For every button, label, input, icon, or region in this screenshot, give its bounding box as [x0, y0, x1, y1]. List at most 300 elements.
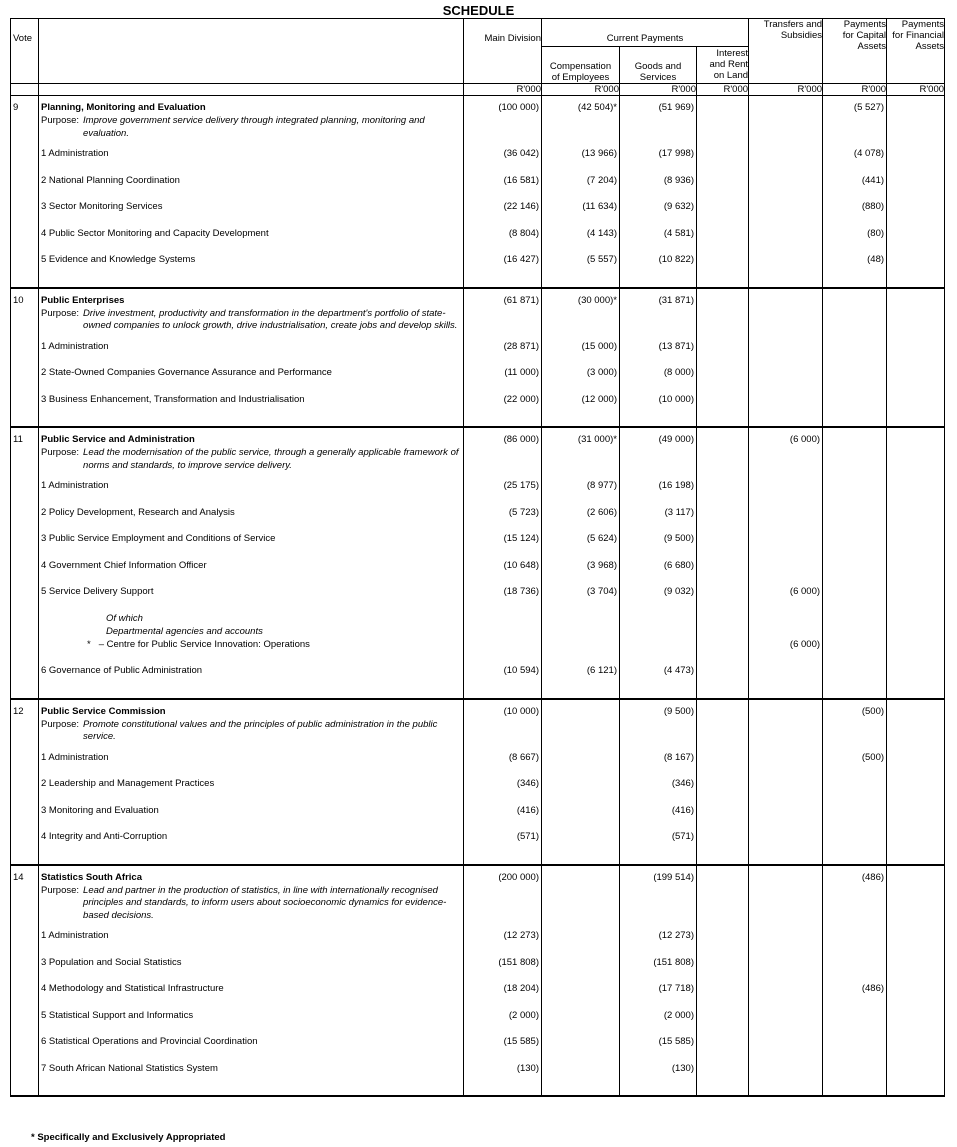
spacer-cell [823, 1089, 887, 1096]
amount-financial [887, 228, 945, 255]
header-transfers [749, 19, 823, 84]
spacer-cell [887, 865, 945, 872]
header-financial-line1: Payments [901, 19, 945, 30]
programme-name: 4 Public Sector Monitoring and Capacity Development [39, 228, 464, 255]
programme-name: 5 Service Delivery Support [39, 586, 464, 613]
amount-capital: (486) [823, 872, 887, 931]
spacer-cell [823, 420, 887, 427]
amount-main: (130) [464, 1063, 542, 1090]
amount-capital [823, 560, 887, 587]
amount-goods: (8 936) [620, 175, 697, 202]
unit-goods: R'000 [620, 84, 697, 96]
amount-interest [697, 1036, 749, 1063]
spacer-cell [697, 699, 749, 706]
header-description [39, 19, 464, 84]
vote-cell [11, 533, 39, 560]
vote-cell [11, 1036, 39, 1063]
amount-comp [542, 1010, 620, 1037]
amount-capital [823, 1036, 887, 1063]
amount-capital [823, 831, 887, 858]
amount-interest [697, 831, 749, 858]
amount-main: (200 000) [464, 872, 542, 931]
vote-cell [11, 626, 39, 639]
header-financial-line3: Assets [915, 41, 945, 52]
spacer-row [11, 420, 945, 427]
amount-comp [542, 983, 620, 1010]
spacer-cell [823, 699, 887, 706]
amount-goods: (8 167) [620, 752, 697, 779]
spacer-cell [542, 865, 620, 872]
spacer-row [11, 427, 945, 434]
spacer-cell [749, 427, 823, 434]
amount-transfers: (6 000) [749, 434, 823, 480]
amount-capital [823, 480, 887, 507]
amount-comp [542, 805, 620, 832]
amount-goods: (571) [620, 831, 697, 858]
unit-interest: R'000 [697, 84, 749, 96]
spacer-cell [697, 420, 749, 427]
amount-capital [823, 613, 887, 626]
vote-purpose [39, 719, 463, 744]
amount-goods: (10 822) [620, 254, 697, 281]
amount-comp [542, 930, 620, 957]
amount-financial [887, 1010, 945, 1037]
amount-main: (12 273) [464, 930, 542, 957]
spacer-cell [887, 427, 945, 434]
amount-financial [887, 752, 945, 779]
vote-number: 12 [11, 706, 39, 752]
amount-interest [697, 148, 749, 175]
vote-cell [11, 254, 39, 281]
programme-name: 1 Administration [39, 930, 464, 957]
spacer-cell [11, 1089, 39, 1096]
spacer-cell [697, 865, 749, 872]
table-row [11, 626, 945, 639]
amount-capital [823, 507, 887, 534]
amount-financial [887, 394, 945, 421]
amount-main: (11 000) [464, 367, 542, 394]
header-goods-line2: Services [639, 72, 677, 83]
amount-main: (16 427) [464, 254, 542, 281]
spacer-cell [823, 288, 887, 295]
table-row [11, 1036, 945, 1063]
amount-comp: (30 000)* [542, 295, 620, 341]
amount-transfers [749, 805, 823, 832]
programme-name: 2 National Planning Coordination [39, 175, 464, 202]
amount-transfers [749, 341, 823, 368]
programme-name: 1 Administration [39, 480, 464, 507]
vote-name: Planning, Monitoring and Evaluation [41, 102, 206, 113]
amount-goods: (199 514) [620, 872, 697, 931]
amount-interest [697, 394, 749, 421]
header-interest-line1: Interest [716, 48, 749, 59]
header-financial [887, 19, 945, 84]
spacer-cell [620, 699, 697, 706]
header-interest [697, 47, 749, 84]
spacer-cell [542, 858, 620, 865]
amount-capital: (500) [823, 706, 887, 752]
table-row [11, 201, 945, 228]
amount-interest [697, 295, 749, 341]
spacer-cell [39, 699, 464, 706]
vote-cell [11, 148, 39, 175]
spacer-cell [887, 692, 945, 699]
table-row [11, 586, 945, 613]
spacer-cell [749, 1089, 823, 1096]
programme-name: 7 South African National Statistics System [39, 1063, 464, 1090]
spacer-cell [39, 420, 464, 427]
purpose-text: Lead and partner in the production of statistics, in line with internationally recognised principles and standards, to inform users about socioeconomic dynamics for evidence-based decisions. [83, 884, 447, 921]
spacer-cell [620, 858, 697, 865]
table-row [11, 1063, 945, 1090]
vote-name: Public Enterprises [41, 294, 125, 306]
amount-capital [823, 778, 887, 805]
header-transfers-line1: Transfers and [763, 19, 823, 30]
vote-number: 11 [11, 434, 39, 480]
spacer-cell [823, 281, 887, 288]
amount-comp: (42 504)* [542, 102, 620, 148]
spacer-cell [887, 420, 945, 427]
amount-capital: (880) [823, 201, 887, 228]
spacer-cell [620, 865, 697, 872]
amount-financial [887, 778, 945, 805]
spacer-cell [464, 865, 542, 872]
header-compensation-line2: of Employees [551, 72, 610, 83]
amount-financial [887, 367, 945, 394]
amount-main: (15 585) [464, 1036, 542, 1063]
amount-main: (346) [464, 778, 542, 805]
amount-financial [887, 805, 945, 832]
vote-cell [11, 394, 39, 421]
vote-cell [11, 507, 39, 534]
amount-capital: (486) [823, 983, 887, 1010]
amount-financial [887, 665, 945, 692]
amount-financial [887, 148, 945, 175]
programme-name: 2 Leadership and Management Practices [39, 778, 464, 805]
vote-description [39, 102, 464, 148]
table-row [11, 930, 945, 957]
amount-comp: (3 704) [542, 586, 620, 613]
table-row [11, 394, 945, 421]
spacer-cell [464, 288, 542, 295]
table-row [11, 367, 945, 394]
vote-cell [11, 560, 39, 587]
spacer-cell [464, 427, 542, 434]
amount-goods: (10 000) [620, 394, 697, 421]
spacer-cell [464, 281, 542, 288]
amount-financial [887, 957, 945, 984]
spacer-cell [542, 288, 620, 295]
unit-vote [11, 84, 39, 96]
table-row [11, 665, 945, 692]
amount-capital [823, 626, 887, 639]
amount-goods: (2 000) [620, 1010, 697, 1037]
programme-name: 2 State-Owned Companies Governance Assurance and Performance [39, 367, 464, 394]
purpose-text: Promote constitutional values and the principles of public administration in the public service. [83, 718, 438, 742]
entity-marker: * [87, 638, 91, 650]
amount-main: (151 808) [464, 957, 542, 984]
vote-row [11, 434, 945, 480]
amount-goods: (9 500) [620, 706, 697, 752]
amount-interest [697, 480, 749, 507]
spacer-cell [464, 858, 542, 865]
amount-goods: (4 473) [620, 665, 697, 692]
spacer-cell [464, 692, 542, 699]
spacer-cell [11, 858, 39, 865]
amount-comp [542, 778, 620, 805]
spacer-cell [11, 420, 39, 427]
vote-cell [11, 639, 39, 666]
table-row [11, 228, 945, 255]
amount-goods: (6 680) [620, 560, 697, 587]
header-transfers-line2: Subsidies [780, 30, 823, 41]
amount-interest [697, 586, 749, 613]
amount-capital: (441) [823, 175, 887, 202]
amount-comp [542, 706, 620, 752]
amount-financial [887, 983, 945, 1010]
table-row [11, 148, 945, 175]
vote-cell [11, 201, 39, 228]
spacer-cell [542, 699, 620, 706]
vote-row [11, 295, 945, 341]
amount-main: (10 594) [464, 665, 542, 692]
programme-name: 2 Policy Development, Research and Analysis [39, 507, 464, 534]
spacer-cell [887, 281, 945, 288]
programme-name: 1 Administration [39, 752, 464, 779]
amount-interest [697, 752, 749, 779]
programme-name: 3 Business Enhancement, Transformation and Industrialisation [39, 394, 464, 421]
amount-interest [697, 872, 749, 931]
spacer-cell [39, 692, 464, 699]
spacer-row [11, 865, 945, 872]
vote-description [39, 706, 464, 752]
amount-interest [697, 665, 749, 692]
amount-interest [697, 957, 749, 984]
amount-capital [823, 295, 887, 341]
amount-interest [697, 434, 749, 480]
vote-cell [11, 983, 39, 1010]
amount-transfers [749, 957, 823, 984]
amount-comp: (5 557) [542, 254, 620, 281]
vote-row [11, 706, 945, 752]
amount-transfers [749, 613, 823, 626]
spacer-row [11, 858, 945, 865]
amount-interest [697, 706, 749, 752]
amount-financial [887, 201, 945, 228]
amount-transfers [749, 228, 823, 255]
vote-description [39, 434, 464, 480]
amount-transfers [749, 626, 823, 639]
header-compensation-line1: Compensation [549, 61, 612, 72]
amount-main: (86 000) [464, 434, 542, 480]
spacer-cell [887, 858, 945, 865]
spacer-cell [464, 420, 542, 427]
amount-comp: (8 977) [542, 480, 620, 507]
vote-description [39, 295, 464, 341]
amount-comp: (31 000)* [542, 434, 620, 480]
spacer-cell [620, 420, 697, 427]
spacer-row [11, 692, 945, 699]
unit-transfers: R'000 [749, 84, 823, 96]
header-interest-line3: on Land [713, 70, 749, 81]
amount-financial [887, 872, 945, 931]
amount-interest [697, 341, 749, 368]
spacer-cell [620, 288, 697, 295]
amount-comp: (3 000) [542, 367, 620, 394]
amount-transfers [749, 831, 823, 858]
vote-purpose [39, 447, 463, 472]
amount-comp [542, 831, 620, 858]
amount-capital: (500) [823, 752, 887, 779]
table-row [11, 831, 945, 858]
spacer-cell [823, 858, 887, 865]
amount-main [464, 626, 542, 639]
table-row [11, 752, 945, 779]
amount-comp: (12 000) [542, 394, 620, 421]
spacer-cell [542, 427, 620, 434]
spacer-cell [542, 281, 620, 288]
amount-comp: (4 143) [542, 228, 620, 255]
header-main-division: Main Division [464, 19, 542, 84]
table-row [11, 341, 945, 368]
amount-financial [887, 102, 945, 148]
spacer-cell [823, 865, 887, 872]
amount-main: (10 648) [464, 560, 542, 587]
vote-cell [11, 665, 39, 692]
unit-description [39, 84, 464, 96]
amount-goods: (31 871) [620, 295, 697, 341]
schedule-table [10, 18, 945, 1097]
table-row [11, 254, 945, 281]
spacer-row [11, 1089, 945, 1096]
amount-main: (10 000) [464, 706, 542, 752]
amount-main: (15 124) [464, 533, 542, 560]
entity-name: – Centre for Public Service Innovation: Operations [98, 638, 310, 650]
amount-transfers [749, 201, 823, 228]
amount-capital [823, 639, 887, 666]
spacer-cell [39, 288, 464, 295]
spacer-cell [697, 427, 749, 434]
vote-name: Public Service Commission [41, 705, 166, 717]
amount-financial [887, 706, 945, 752]
amount-comp: (7 204) [542, 175, 620, 202]
amount-transfers [749, 394, 823, 421]
amount-comp [542, 752, 620, 779]
amount-capital [823, 586, 887, 613]
programme-name: 3 Public Service Employment and Conditions of Service [39, 533, 464, 560]
amount-comp [542, 957, 620, 984]
vote-cell [11, 613, 39, 626]
spacer-cell [620, 281, 697, 288]
amount-interest [697, 367, 749, 394]
vote-row [11, 102, 945, 148]
amount-capital [823, 533, 887, 560]
spacer-row [11, 281, 945, 288]
purpose-text: Drive investment, productivity and transformation in the department's portfolio of state-owned companies to unlock growth, drive industrialisation, create jobs and develop skills. [83, 307, 458, 331]
programme-name: 3 Monitoring and Evaluation [39, 805, 464, 832]
header-vote: Vote [11, 19, 39, 84]
amount-goods: (4 581) [620, 228, 697, 255]
header-capital-line3: Assets [857, 41, 887, 52]
amount-comp [542, 1036, 620, 1063]
spacer-cell [697, 288, 749, 295]
vote-cell [11, 752, 39, 779]
spacer-cell [887, 1089, 945, 1096]
amount-financial [887, 480, 945, 507]
amount-goods [620, 626, 697, 639]
amount-capital [823, 1010, 887, 1037]
programme-name: 4 Methodology and Statistical Infrastructure [39, 983, 464, 1010]
amount-transfers [749, 480, 823, 507]
programme-name: 1 Administration [39, 341, 464, 368]
spacer-cell [11, 699, 39, 706]
amount-transfers [749, 930, 823, 957]
programme-name: 5 Evidence and Knowledge Systems [39, 254, 464, 281]
programme-name: 3 Sector Monitoring Services [39, 201, 464, 228]
spacer-cell [620, 427, 697, 434]
spacer-cell [749, 692, 823, 699]
spacer-cell [749, 858, 823, 865]
amount-interest [697, 175, 749, 202]
amount-goods [620, 613, 697, 626]
table-row [11, 613, 945, 626]
amount-interest [697, 1063, 749, 1090]
amount-interest [697, 930, 749, 957]
spacer-cell [749, 699, 823, 706]
unit-financial: R'000 [887, 84, 945, 96]
vote-number: 10 [11, 295, 39, 341]
vote-name: Public Service and Administration [41, 434, 195, 445]
vote-purpose [39, 115, 463, 140]
amount-main: (25 175) [464, 480, 542, 507]
amount-main: (2 000) [464, 1010, 542, 1037]
amount-goods: (51 969) [620, 102, 697, 148]
amount-capital: (4 078) [823, 148, 887, 175]
amount-capital: (5 527) [823, 102, 887, 148]
amount-financial [887, 831, 945, 858]
amount-interest [697, 1010, 749, 1037]
table-row [11, 480, 945, 507]
amount-capital [823, 434, 887, 480]
amount-main: (18 736) [464, 586, 542, 613]
programme-name: 6 Governance of Public Administration [39, 665, 464, 692]
amount-transfers [749, 752, 823, 779]
table-row [11, 560, 945, 587]
table-body [11, 96, 945, 1097]
amount-comp: (3 968) [542, 560, 620, 587]
amount-main: (5 723) [464, 507, 542, 534]
amount-comp [542, 626, 620, 639]
programme-name: 5 Statistical Support and Informatics [39, 1010, 464, 1037]
vote-cell [11, 175, 39, 202]
vote-cell [11, 778, 39, 805]
table-row [11, 507, 945, 534]
spacer-cell [749, 865, 823, 872]
amount-main: (571) [464, 831, 542, 858]
amount-comp [542, 613, 620, 626]
amount-financial [887, 626, 945, 639]
header-compensation [542, 47, 620, 84]
amount-comp: (2 606) [542, 507, 620, 534]
spacer-cell [39, 1089, 464, 1096]
amount-capital [823, 394, 887, 421]
amount-main: (36 042) [464, 148, 542, 175]
vote-cell [11, 480, 39, 507]
amount-financial [887, 639, 945, 666]
amount-financial [887, 434, 945, 480]
amount-transfers [749, 148, 823, 175]
amount-comp: (15 000) [542, 341, 620, 368]
